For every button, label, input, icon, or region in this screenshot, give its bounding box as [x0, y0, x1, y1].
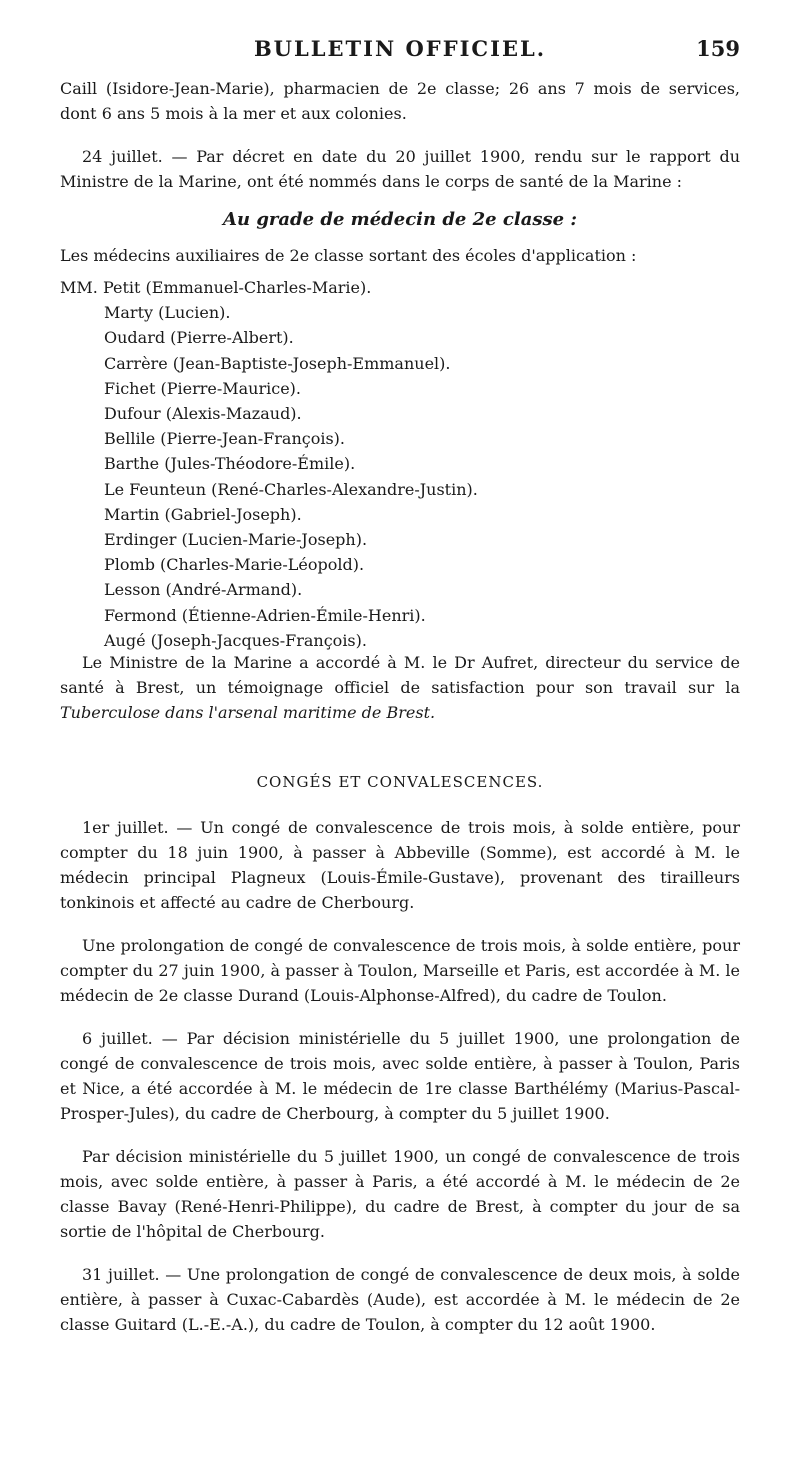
list-item: Bellile (Pierre-Jean-François). [104, 429, 345, 449]
names-block [60, 275, 740, 653]
running-title: BULLETIN OFFICIEL. [253, 36, 547, 61]
list-item: Oudard (Pierre-Albert). [104, 328, 294, 348]
list-item: Martin (Gabriel-Joseph). [104, 504, 302, 524]
conge-paragraph: 1er juillet. — Un congé de convalescence de trois mois, à solde entière, pour compter du 18 juin 1900, à passer à Abbeville (Somme), est accordé à M. le médecin principal Plagneux (Louis-Émile-Gustave), provenant des tirailleurs tonkinois et affecté au cadre de Cherbourg. [60, 818, 740, 912]
aufret-paragraph [60, 650, 740, 725]
page-number: 159 [696, 36, 740, 61]
list-item: Barthe (Jules-Théodore-Émile). [104, 454, 356, 474]
list-item: Dufour (Alexis-Mazaud). [104, 404, 302, 424]
conges-block [60, 815, 740, 1337]
grade-heading-block [60, 207, 740, 232]
conge-paragraph: Une prolongation de congé de convalescence de trois mois, à solde entière, pour compter du 27 juin 1900, à passer à Toulon, Marseille et Paris, est accordée à M. le médecin de 2e classe Durand (Louis-Alphonse-Alfred), du cadre de Toulon. [60, 936, 740, 1005]
list-item: MM. Petit (Emmanuel-Charles-Marie). [60, 278, 372, 297]
auxiliaires-line: Les médecins auxiliaires de 2e classe sortant des écoles d'application : [60, 246, 637, 265]
running-head [60, 36, 740, 66]
auxiliaires-block [60, 243, 740, 268]
list-item: Fermond (Étienne-Adrien-Émile-Henri). [104, 605, 426, 625]
list-item: Le Feunteun (René-Charles-Alexandre-Justin). [104, 479, 478, 499]
list-item: Carrère (Jean-Baptiste-Joseph-Emmanuel). [104, 353, 451, 373]
conge-paragraph: 31 juillet. — Une prolongation de congé de convalescence de deux mois, à solde entière, à passer à Cuxac-Cabardès (Aude), est accordée à M. le médecin de 2e classe Guitard (L.-E.-A.), du cadre de Toulon, à compter du 12 août 1900. [60, 1265, 740, 1334]
decree-paragraph: 24 juillet. — Par décret en date du 20 juillet 1900, rendu sur le rapport du Ministre de la Marine, ont été nommés dans le corps de santé de la Marine : [60, 147, 740, 191]
list-item: Erdinger (Lucien-Marie-Joseph). [104, 530, 368, 550]
aufret-block [60, 650, 740, 725]
conge-paragraph: Par décision ministérielle du 5 juillet 1900, un congé de convalescence de trois mois, avec solde entière, à passer à Paris, a été accordé à M. le médecin de 2e classe Bavay (René-Henri-Philippe), du cadre de Brest, à compter du jour de sa sortie de l'hôpital de Cherbourg. [60, 1147, 740, 1241]
names-list [60, 275, 740, 653]
grade-heading: Au grade de médecin de 2e classe : [223, 209, 577, 230]
conge-paragraph: 6 juillet. — Par décision ministérielle du 5 juillet 1900, une prolongation de congé de convalescence de trois mois, avec solde entière, à passer à Toulon, Paris et Nice, a été accordée à M. le médecin de 1re classe Barthélémy (Marius-Pascal-Prosper-Jules), du cadre de Cherbourg, à compter du 5 juillet 1900. [60, 1029, 740, 1123]
list-item: Augé (Joseph-Jacques-François). [104, 630, 367, 650]
aufret-title: Tuberculose dans l'arsenal maritime de Brest. [60, 703, 436, 722]
list-item: Lesson (André-Armand). [104, 580, 303, 600]
section-title: CONGÉS ET CONVALESCENCES. [256, 773, 544, 791]
list-item: Fichet (Pierre-Maurice). [104, 378, 301, 398]
aufret-text: Le Ministre de la Marine a accordé à M. le Dr Aufret, directeur du service de santé à Brest, un témoignage officiel de satisfaction pour son travail sur la [60, 653, 740, 697]
caill-entry: Caill (Isidore-Jean-Marie), pharmacien de 2e classe; 26 ans 7 mois de services, dont 6 ans 5 mois à la mer et aux colonies. [60, 79, 740, 123]
list-item: Marty (Lucien). [104, 303, 231, 323]
list-item: Plomb (Charles-Marie-Léopold). [104, 555, 365, 575]
section-title-block [60, 770, 740, 795]
intro-block [60, 76, 740, 194]
